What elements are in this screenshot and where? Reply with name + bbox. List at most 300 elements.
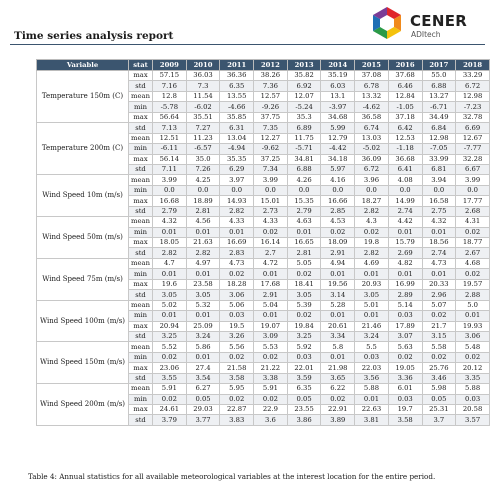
value-cell: 4.25 xyxy=(186,175,220,185)
value-cell: 3.94 xyxy=(422,175,456,185)
value-cell: 35.82 xyxy=(287,71,321,81)
value-cell: -5.71 xyxy=(287,144,321,154)
value-cell: 2.67 xyxy=(456,248,490,258)
stat-cell: min xyxy=(129,185,153,195)
value-cell: 32.28 xyxy=(456,154,490,164)
value-cell: 7.26 xyxy=(186,164,220,174)
value-cell: 4.82 xyxy=(388,258,422,268)
value-cell: 3.81 xyxy=(355,415,389,425)
value-cell: 35.85 xyxy=(220,112,254,122)
value-cell: 2.68 xyxy=(456,206,490,216)
value-cell: 7.35 xyxy=(254,123,288,133)
value-cell: 6.92 xyxy=(287,81,321,91)
value-cell: 12.07 xyxy=(287,91,321,101)
table-caption: Table 4: Annual statistics for all available meteorological variables at the interest location for the entire period. xyxy=(28,472,436,481)
value-cell: 32.78 xyxy=(456,112,490,122)
value-cell: 34.68 xyxy=(321,112,355,122)
value-cell: 4.3 xyxy=(355,217,389,227)
value-cell: 4.31 xyxy=(456,217,490,227)
value-cell: 6.31 xyxy=(220,123,254,133)
value-cell: 3.57 xyxy=(456,415,490,425)
value-cell: 56.14 xyxy=(153,154,187,164)
value-cell: 4.73 xyxy=(422,258,456,268)
value-cell: 22.63 xyxy=(355,405,389,415)
value-cell: 4.56 xyxy=(186,217,220,227)
value-cell: -1.18 xyxy=(388,144,422,154)
value-cell: 0.02 xyxy=(388,352,422,362)
stat-cell: std xyxy=(129,331,153,341)
value-cell: 18.41 xyxy=(287,279,321,289)
value-cell: 6.81 xyxy=(422,164,456,174)
value-cell: 3.89 xyxy=(321,415,355,425)
value-cell: 14.93 xyxy=(220,196,254,206)
value-cell: 21.46 xyxy=(355,321,389,331)
value-cell: 3.24 xyxy=(186,331,220,341)
value-cell: 6.01 xyxy=(388,384,422,394)
column-header: 2013 xyxy=(287,60,321,71)
value-cell: 5.04 xyxy=(254,300,288,310)
value-cell: 35.3 xyxy=(287,112,321,122)
value-cell: 37.25 xyxy=(254,154,288,164)
value-cell: 2.82 xyxy=(355,248,389,258)
value-cell: 34.18 xyxy=(321,154,355,164)
value-cell: -6.57 xyxy=(186,144,220,154)
value-cell: 5.91 xyxy=(153,384,187,394)
value-cell: 0.0 xyxy=(388,185,422,195)
value-cell: 16.99 xyxy=(388,279,422,289)
stat-cell: max xyxy=(129,71,153,81)
value-cell: 4.32 xyxy=(153,217,187,227)
value-cell: -7.23 xyxy=(456,102,490,112)
value-cell: 5.05 xyxy=(287,258,321,268)
value-cell: 0.02 xyxy=(287,311,321,321)
value-cell: 0.01 xyxy=(388,269,422,279)
value-cell: 5.95 xyxy=(220,384,254,394)
stat-cell: std xyxy=(129,81,153,91)
value-cell: 3.86 xyxy=(287,415,321,425)
value-cell: 5.98 xyxy=(422,384,456,394)
value-cell: 2.85 xyxy=(321,206,355,216)
value-cell: 22.01 xyxy=(287,363,321,373)
value-cell: 6.88 xyxy=(422,81,456,91)
value-cell: 0.01 xyxy=(220,227,254,237)
value-cell: 19.05 xyxy=(388,363,422,373)
value-cell: 6.69 xyxy=(456,123,490,133)
value-cell: 5.88 xyxy=(456,384,490,394)
value-cell: -4.62 xyxy=(355,102,389,112)
value-cell: 12.53 xyxy=(388,133,422,143)
value-cell: 37.75 xyxy=(254,112,288,122)
value-cell: 34.49 xyxy=(422,112,456,122)
value-cell: 2.91 xyxy=(321,248,355,258)
value-cell: 6.72 xyxy=(456,81,490,91)
value-cell: 12.84 xyxy=(388,91,422,101)
value-cell: 19.6 xyxy=(153,279,187,289)
value-cell: 36.09 xyxy=(355,154,389,164)
cener-hexagon-icon xyxy=(370,6,404,40)
value-cell: 0.01 xyxy=(422,227,456,237)
value-cell: 16.65 xyxy=(287,238,321,248)
brand-subtitle: ADItech xyxy=(411,30,441,39)
value-cell: 12.79 xyxy=(321,133,355,143)
stat-cell: mean xyxy=(129,258,153,268)
value-cell: 0.0 xyxy=(153,185,187,195)
value-cell: 23.58 xyxy=(186,279,220,289)
value-cell: 4.68 xyxy=(456,258,490,268)
value-cell: 3.25 xyxy=(287,331,321,341)
value-cell: 3.97 xyxy=(220,175,254,185)
value-cell: 3.65 xyxy=(321,373,355,383)
table-row xyxy=(37,175,490,185)
column-header: 2017 xyxy=(422,60,456,71)
value-cell: 2.91 xyxy=(254,290,288,300)
value-cell: 2.81 xyxy=(287,248,321,258)
value-cell: 5.86 xyxy=(186,342,220,352)
value-cell: 5.97 xyxy=(321,164,355,174)
value-cell: 2.74 xyxy=(388,206,422,216)
value-cell: 0.02 xyxy=(456,352,490,362)
value-cell: 23.06 xyxy=(153,363,187,373)
value-cell: 35.51 xyxy=(186,112,220,122)
value-cell: 36.58 xyxy=(355,112,389,122)
value-cell: 7.34 xyxy=(254,164,288,174)
value-cell: 0.02 xyxy=(321,227,355,237)
value-cell: 7.11 xyxy=(153,164,187,174)
stat-cell: max xyxy=(129,321,153,331)
value-cell: 25.09 xyxy=(186,321,220,331)
value-cell: 3.07 xyxy=(388,331,422,341)
value-cell: 3.05 xyxy=(153,290,187,300)
value-cell: 2.89 xyxy=(388,290,422,300)
value-cell: 0.01 xyxy=(287,227,321,237)
value-cell: 4.08 xyxy=(388,175,422,185)
table-row xyxy=(37,217,490,227)
value-cell: 5.56 xyxy=(220,342,254,352)
value-cell: 19.07 xyxy=(254,321,288,331)
column-header: 2010 xyxy=(186,60,220,71)
value-cell: 5.28 xyxy=(321,300,355,310)
value-cell: 19.5 xyxy=(220,321,254,331)
table-row xyxy=(37,123,490,133)
value-cell: 0.0 xyxy=(287,185,321,195)
value-cell: 3.99 xyxy=(254,175,288,185)
value-cell: 3.15 xyxy=(422,331,456,341)
column-header: 2015 xyxy=(355,60,389,71)
value-cell: 3.56 xyxy=(355,373,389,383)
stat-cell: mean xyxy=(129,300,153,310)
stat-cell: min xyxy=(129,144,153,154)
column-header: 2014 xyxy=(321,60,355,71)
value-cell: 17.77 xyxy=(456,196,490,206)
value-cell: 4.69 xyxy=(355,258,389,268)
variable-name-cell: Wind Speed 10m (m/s) xyxy=(37,175,129,217)
column-header: 2012 xyxy=(254,60,288,71)
value-cell: 5.0 xyxy=(456,300,490,310)
value-cell: 20.33 xyxy=(422,279,456,289)
table-row xyxy=(37,342,490,352)
value-cell: 0.0 xyxy=(355,185,389,195)
value-cell: 4.7 xyxy=(153,258,187,268)
stat-cell: mean xyxy=(129,175,153,185)
value-cell: 3.59 xyxy=(287,373,321,383)
value-cell: 3.06 xyxy=(456,331,490,341)
value-cell: 13.04 xyxy=(220,133,254,143)
stat-cell: min xyxy=(129,102,153,112)
value-cell: -5.24 xyxy=(287,102,321,112)
stat-cell: mean xyxy=(129,217,153,227)
value-cell: 6.35 xyxy=(220,81,254,91)
stat-cell: min xyxy=(129,352,153,362)
table-header-row xyxy=(37,60,490,71)
value-cell: -5.02 xyxy=(355,144,389,154)
value-cell: 5.32 xyxy=(186,300,220,310)
value-cell: -4.66 xyxy=(220,102,254,112)
value-cell: 3.46 xyxy=(422,373,456,383)
value-cell: 0.01 xyxy=(355,394,389,404)
value-cell: 0.05 xyxy=(287,394,321,404)
value-cell: 4.33 xyxy=(254,217,288,227)
column-header: 2018 xyxy=(456,60,490,71)
value-cell: 0.02 xyxy=(254,394,288,404)
value-cell: -9.26 xyxy=(254,102,288,112)
value-cell: 25.31 xyxy=(422,405,456,415)
value-cell: 15.01 xyxy=(254,196,288,206)
value-cell: 6.46 xyxy=(388,81,422,91)
value-cell: 11.23 xyxy=(186,133,220,143)
value-cell: 2.82 xyxy=(153,248,187,258)
value-cell: 0.03 xyxy=(456,394,490,404)
value-cell: 0.03 xyxy=(287,352,321,362)
value-cell: -5.78 xyxy=(153,102,187,112)
value-cell: 0.03 xyxy=(220,311,254,321)
value-cell: 15.79 xyxy=(388,238,422,248)
value-cell: 5.5 xyxy=(355,342,389,352)
brand-name: CENER xyxy=(410,12,468,30)
value-cell: 3.58 xyxy=(388,415,422,425)
value-cell: 20.12 xyxy=(456,363,490,373)
value-cell: 21.22 xyxy=(254,363,288,373)
value-cell: 0.02 xyxy=(355,227,389,237)
stat-cell: std xyxy=(129,123,153,133)
value-cell: 5.01 xyxy=(355,300,389,310)
stat-cell: std xyxy=(129,164,153,174)
value-cell: 5.88 xyxy=(355,384,389,394)
variable-name-cell: Temperature 150m (C) xyxy=(37,71,129,123)
value-cell: 6.88 xyxy=(287,164,321,174)
value-cell: 15.35 xyxy=(287,196,321,206)
column-header: 2009 xyxy=(153,60,187,71)
table-body xyxy=(37,71,490,426)
value-cell: 57.15 xyxy=(153,71,187,81)
value-cell: -4.42 xyxy=(321,144,355,154)
value-cell: 7.16 xyxy=(153,81,187,91)
value-cell: 23.55 xyxy=(287,405,321,415)
value-cell: 4.97 xyxy=(186,258,220,268)
value-cell: 0.0 xyxy=(321,185,355,195)
value-cell: 21.98 xyxy=(321,363,355,373)
value-cell: 5.14 xyxy=(388,300,422,310)
value-cell: 0.02 xyxy=(456,227,490,237)
value-cell: 3.83 xyxy=(220,415,254,425)
value-cell: 19.93 xyxy=(456,321,490,331)
value-cell: 3.35 xyxy=(456,373,490,383)
value-cell: 3.7 xyxy=(422,415,456,425)
value-cell: 3.79 xyxy=(153,415,187,425)
value-cell: 12.27 xyxy=(254,133,288,143)
value-cell: 12.98 xyxy=(456,91,490,101)
table-row xyxy=(37,300,490,310)
value-cell: 7.27 xyxy=(186,123,220,133)
variable-name-cell: Temperature 200m (C) xyxy=(37,123,129,175)
value-cell: 2.7 xyxy=(254,248,288,258)
value-cell: 5.07 xyxy=(422,300,456,310)
variable-name-cell: Wind Speed 75m (m/s) xyxy=(37,258,129,300)
value-cell: -6.71 xyxy=(422,102,456,112)
value-cell: 19.57 xyxy=(456,279,490,289)
value-cell: 0.01 xyxy=(456,311,490,321)
stat-cell: std xyxy=(129,373,153,383)
value-cell: 5.39 xyxy=(287,300,321,310)
value-cell: 12.98 xyxy=(422,133,456,143)
value-cell: 16.69 xyxy=(220,238,254,248)
value-cell: 3.99 xyxy=(153,175,187,185)
value-cell: 19.56 xyxy=(321,279,355,289)
value-cell: 0.02 xyxy=(287,269,321,279)
value-cell: 16.68 xyxy=(153,196,187,206)
value-cell: 4.16 xyxy=(321,175,355,185)
table-row xyxy=(37,71,490,81)
value-cell: 0.05 xyxy=(422,394,456,404)
value-cell: 20.93 xyxy=(355,279,389,289)
value-cell: 22.03 xyxy=(355,363,389,373)
value-cell: 35.0 xyxy=(186,154,220,164)
table-row xyxy=(37,384,490,394)
value-cell: 27.4 xyxy=(186,363,220,373)
value-cell: 0.01 xyxy=(186,311,220,321)
value-cell: 0.01 xyxy=(254,269,288,279)
value-cell: 0.02 xyxy=(153,352,187,362)
value-cell: 6.67 xyxy=(456,164,490,174)
value-cell: 0.01 xyxy=(355,311,389,321)
value-cell: 6.84 xyxy=(422,123,456,133)
value-cell: 0.0 xyxy=(422,185,456,195)
value-cell: 3.09 xyxy=(254,331,288,341)
value-cell: 33.99 xyxy=(422,154,456,164)
stat-cell: std xyxy=(129,415,153,425)
value-cell: 11.75 xyxy=(287,133,321,143)
value-cell: 2.75 xyxy=(422,206,456,216)
value-cell: 2.79 xyxy=(153,206,187,216)
value-cell: 3.77 xyxy=(186,415,220,425)
value-cell: 3.26 xyxy=(220,331,254,341)
value-cell: 4.53 xyxy=(321,217,355,227)
value-cell: 5.58 xyxy=(422,342,456,352)
value-cell: 5.91 xyxy=(254,384,288,394)
stat-cell: std xyxy=(129,248,153,258)
value-cell: 5.02 xyxy=(153,300,187,310)
value-cell: 16.58 xyxy=(422,196,456,206)
value-cell: 12.67 xyxy=(456,133,490,143)
value-cell: 34.81 xyxy=(287,154,321,164)
value-cell: 21.63 xyxy=(186,238,220,248)
value-cell: 0.03 xyxy=(388,394,422,404)
value-cell: 12.8 xyxy=(153,91,187,101)
value-cell: 22.91 xyxy=(321,405,355,415)
value-cell: 22.9 xyxy=(254,405,288,415)
value-cell: 11.54 xyxy=(186,91,220,101)
value-cell: 2.74 xyxy=(422,248,456,258)
value-cell: -7.05 xyxy=(422,144,456,154)
value-cell: 5.52 xyxy=(153,342,187,352)
value-cell: 0.02 xyxy=(422,311,456,321)
stat-cell: min xyxy=(129,394,153,404)
value-cell: 13.32 xyxy=(355,91,389,101)
value-cell: 3.96 xyxy=(355,175,389,185)
value-cell: 18.05 xyxy=(153,238,187,248)
value-cell: 5.92 xyxy=(287,342,321,352)
value-cell: 3.54 xyxy=(186,373,220,383)
stat-cell: mean xyxy=(129,91,153,101)
value-cell: 19.8 xyxy=(355,238,389,248)
value-cell: 0.01 xyxy=(153,311,187,321)
value-cell: 2.88 xyxy=(456,290,490,300)
value-cell: 18.77 xyxy=(456,238,490,248)
value-cell: 6.41 xyxy=(388,164,422,174)
value-cell: 19.7 xyxy=(388,405,422,415)
value-cell: 3.34 xyxy=(321,331,355,341)
value-cell: 3.55 xyxy=(153,373,187,383)
value-cell: 18.89 xyxy=(186,196,220,206)
value-cell: 2.82 xyxy=(186,248,220,258)
value-cell: 0.01 xyxy=(254,311,288,321)
value-cell: 18.09 xyxy=(321,238,355,248)
value-cell: 4.94 xyxy=(321,258,355,268)
value-cell: 5.8 xyxy=(321,342,355,352)
value-cell: 18.56 xyxy=(422,238,456,248)
value-cell: 22.87 xyxy=(220,405,254,415)
value-cell: 20.61 xyxy=(321,321,355,331)
column-header: 2016 xyxy=(388,60,422,71)
stat-cell: max xyxy=(129,154,153,164)
value-cell: 6.74 xyxy=(355,123,389,133)
report-title: Time series analysis report xyxy=(14,30,174,42)
value-cell: 55.0 xyxy=(422,71,456,81)
column-header: 2011 xyxy=(220,60,254,71)
value-cell: 20.94 xyxy=(153,321,187,331)
value-cell: -1.05 xyxy=(388,102,422,112)
value-cell: 18.28 xyxy=(220,279,254,289)
value-cell: 0.05 xyxy=(186,394,220,404)
stat-cell: max xyxy=(129,279,153,289)
stat-cell: max xyxy=(129,112,153,122)
value-cell: 0.02 xyxy=(153,394,187,404)
value-cell: 0.02 xyxy=(220,352,254,362)
value-cell: 37.68 xyxy=(388,71,422,81)
stat-cell: std xyxy=(129,290,153,300)
value-cell: 16.66 xyxy=(321,196,355,206)
stat-cell: mean xyxy=(129,384,153,394)
value-cell: 3.25 xyxy=(153,331,187,341)
value-cell: -4.94 xyxy=(220,144,254,154)
value-cell: 5.48 xyxy=(456,342,490,352)
value-cell: 3.05 xyxy=(355,290,389,300)
value-cell: 0.01 xyxy=(355,269,389,279)
value-cell: 6.42 xyxy=(388,123,422,133)
variable-name-cell: Wind Speed 100m (m/s) xyxy=(37,300,129,342)
value-cell: 19.84 xyxy=(287,321,321,331)
value-cell: 0.0 xyxy=(186,185,220,195)
value-cell: 3.38 xyxy=(254,373,288,383)
